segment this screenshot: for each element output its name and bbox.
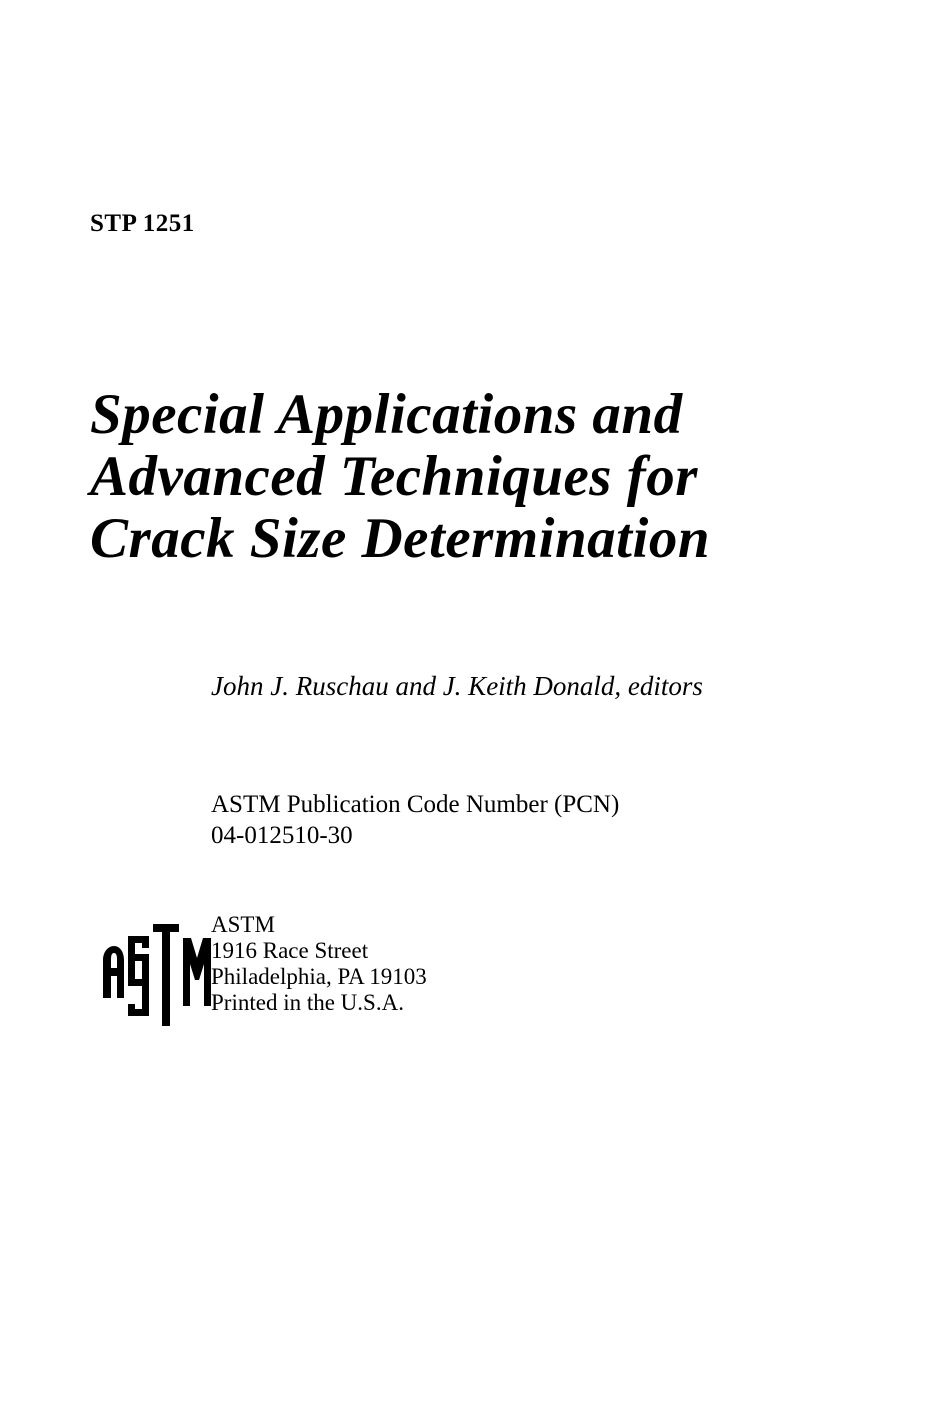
book-title [90,384,710,570]
publisher-name: ASTM [211,912,275,937]
astm-logo-icon [103,912,211,1026]
pcn-label: ASTM Publication Code Number (PCN) [211,791,620,818]
publisher-street: 1916 Race Street [211,938,369,963]
editors-line: John J. Ruschau and J. Keith Donald, editors [211,671,703,701]
title-line-3: Crack Size Determination [90,507,711,570]
publisher-address [211,912,427,1016]
publisher-city: Philadelphia, PA 19103 [211,964,427,989]
printed-note: Printed in the U.S.A. [211,990,404,1015]
pcn-number: 04-012510-30 [211,822,353,849]
series-number: STP 1251 [90,210,195,237]
title-line-2: Advanced Techniques for [90,445,698,508]
publication-code [211,789,619,851]
title-line-1: Special Applications and [90,383,683,446]
